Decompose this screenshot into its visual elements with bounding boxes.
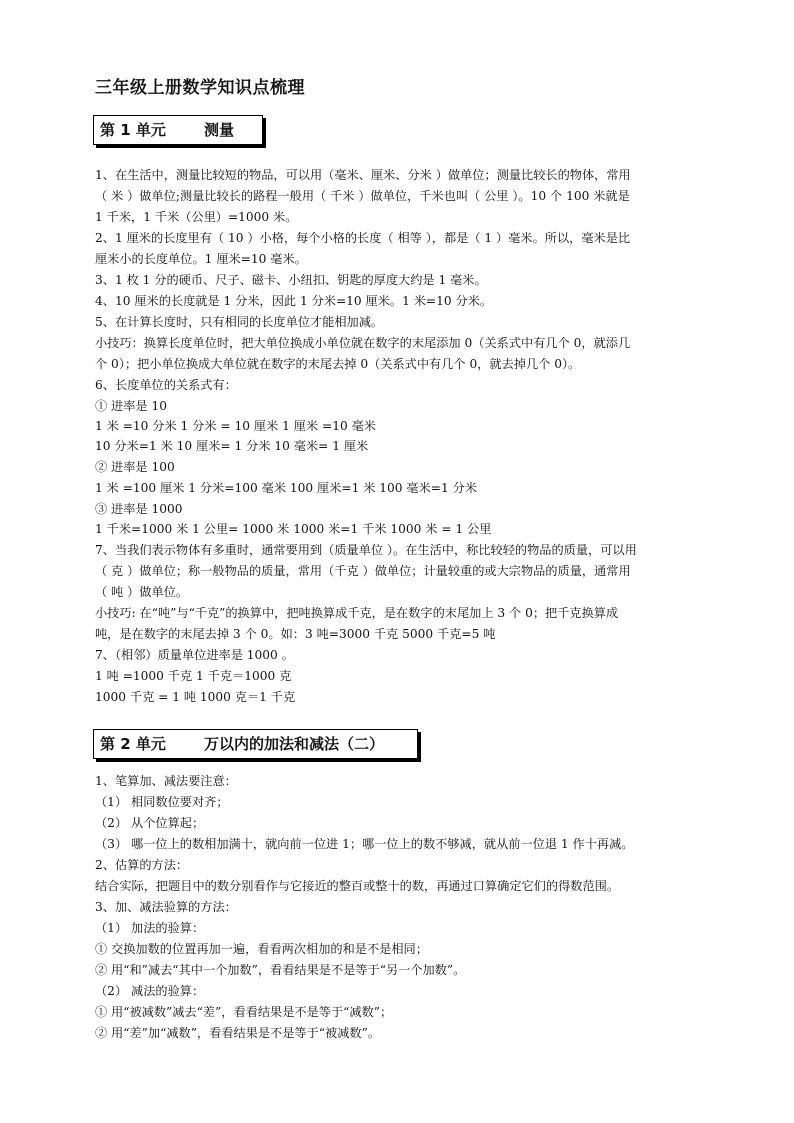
unit2-line-7: 3、加、减法验算的方法： bbox=[95, 900, 237, 914]
unit1-line-16: 1 米 =100 厘米 1 分米=100 毫米 100 厘米=1 米 100 毫米=1 分米 bbox=[95, 481, 478, 495]
unit-1-heading-box bbox=[93, 115, 263, 145]
unit2-line-3: （2） 从个位算起； bbox=[95, 816, 205, 830]
unit1-line-3: 1 千米，1 千米（公里）=1000 米。 bbox=[95, 210, 298, 224]
unit1-line-26: 1000 千克 = 1 吨 1000 克＝1 千克 bbox=[95, 690, 296, 704]
unit2-line-10: ② 用“和”减去“其中一个加数”，看看结果是不是等于“另一个加数”。 bbox=[95, 963, 466, 977]
unit1-line-1: 1、在生活中，测量比较短的物品，可以用（毫米、厘米、分米 ）做单位；测量比较长的物体，常用 bbox=[95, 168, 631, 182]
unit-2-name: 万以内的加法和减法（二） bbox=[204, 735, 385, 753]
unit1-line-24: 7、（相邻）质量单位进率是 1000 。 bbox=[95, 648, 294, 662]
unit1-line-21: （ 吨 ）做单位。 bbox=[95, 585, 189, 599]
unit-1-number: 第 1 单元 bbox=[100, 121, 166, 139]
unit2-line-6: 结合实际，把题目中的数分别看作与它接近的整百或整十的数，再通过口算确定它们的得数范围。 bbox=[95, 879, 620, 893]
unit1-line-18: 1 千米=1000 米 1 公里= 1000 米 1000 米=1 千米 1000 米 = 1 公里 bbox=[95, 522, 492, 536]
unit1-line-13: 1 米 =10 分米 1 分米 = 10 厘米 1 厘米 =10 毫米 bbox=[95, 419, 376, 433]
unit-2-heading-box bbox=[93, 729, 418, 759]
unit1-line-17: ③ 进率是 1000 bbox=[95, 502, 183, 516]
unit-2-number: 第 2 单元 bbox=[100, 735, 166, 753]
unit1-line-25: 1 吨 =1000 千克 1 千克＝1000 克 bbox=[95, 669, 292, 683]
unit1-line-10: 个 0）；把小单位换成大单位就在数字的末尾去掉 0（关系式中有几个 0，就去掉几个 0）。 bbox=[95, 357, 581, 371]
unit1-line-9: 小技巧：换算长度单位时，把大单位换成小单位就在数字的末尾添加 0（关系式中有几个 0，就添几 bbox=[95, 336, 631, 350]
unit2-line-4: （3） 哪一位上的数相加满十，就向前一位进 1；哪一位上的数不够减，就从前一位退 1 作十再减。 bbox=[95, 837, 634, 851]
unit2-line-8: （1） 加法的验算： bbox=[95, 921, 205, 935]
unit-1-name: 测量 bbox=[204, 121, 235, 139]
unit2-line-1: 1、笔算加、减法要注意： bbox=[95, 774, 237, 788]
unit1-line-22: 小技巧: 在“吨”与“千克”的换算中，把吨换算成千克，是在数字的末尾加上 3 个 0；把千克换算成 bbox=[95, 606, 619, 620]
unit1-line-2: （ 米 ）做单位;测量比较长的路程一般用（ 千米 ）做单位，千米也叫（ 公里 ）。10 个 100 米就是 bbox=[95, 189, 630, 203]
unit2-line-12: ① 用“被减数”减去“差”，看看结果是不是等于“减数”； bbox=[95, 1005, 393, 1019]
unit2-line-13: ② 用“差”加“减数”，看看结果是不是等于“被减数”。 bbox=[95, 1026, 381, 1040]
unit1-line-15: ② 进率是 100 bbox=[95, 460, 175, 474]
unit1-line-11: 6、长度单位的关系式有： bbox=[95, 378, 237, 392]
unit2-line-5: 2、估算的方法： bbox=[95, 858, 189, 872]
unit2-line-11: （2） 减法的验算： bbox=[95, 984, 205, 998]
unit1-line-8: 5、在计算长度时，只有相同的长度单位才能相加减。 bbox=[95, 315, 384, 329]
unit1-line-14: 10 分米=1 米 10 厘米= 1 分米 10 毫米= 1 厘米 bbox=[95, 439, 369, 453]
unit1-line-7: 4、10 厘米的长度就是 1 分米，因此 1 分米=10 厘米。1 米=10 分米。 bbox=[95, 294, 493, 308]
unit1-line-5: 厘米小的长度单位。1 厘米=10 毫米。 bbox=[95, 252, 307, 266]
unit1-line-20: （ 克 ）做单位；称一般物品的质量，常用（千克 ）做单位；计量较重的或大宗物品的质量，通常用 bbox=[95, 564, 631, 578]
unit1-line-23: 吨，是在数字的末尾去掉 3 个 0。如：3 吨=3000 千克 5000 千克=5 吨 bbox=[95, 627, 496, 641]
unit1-line-6: 3、1 枚 1 分的硬币、尺子、磁卡、小纽扣、钥匙的厚度大约是 1 毫米。 bbox=[95, 273, 487, 287]
unit2-line-9: ① 交换加数的位置再加一遍，看看两次相加的和是不是相同； bbox=[95, 942, 428, 956]
unit1-line-19: 7、当我们表示物体有多重时，通常要用到（质量单位 ）。在生活中，称比较轻的物品的质量，可以用 bbox=[95, 543, 637, 557]
unit2-line-2: （1） 相同数位要对齐； bbox=[95, 795, 229, 809]
unit1-line-12: ① 进率是 10 bbox=[95, 399, 168, 413]
document-title: 三年级上册数学知识点梳理 bbox=[95, 78, 305, 98]
unit1-line-4: 2、1 厘米的长度里有（ 10 ）小格，每个小格的长度（ 相等 ），都是（ 1 ）毫米。所以，毫米是比 bbox=[95, 231, 631, 245]
